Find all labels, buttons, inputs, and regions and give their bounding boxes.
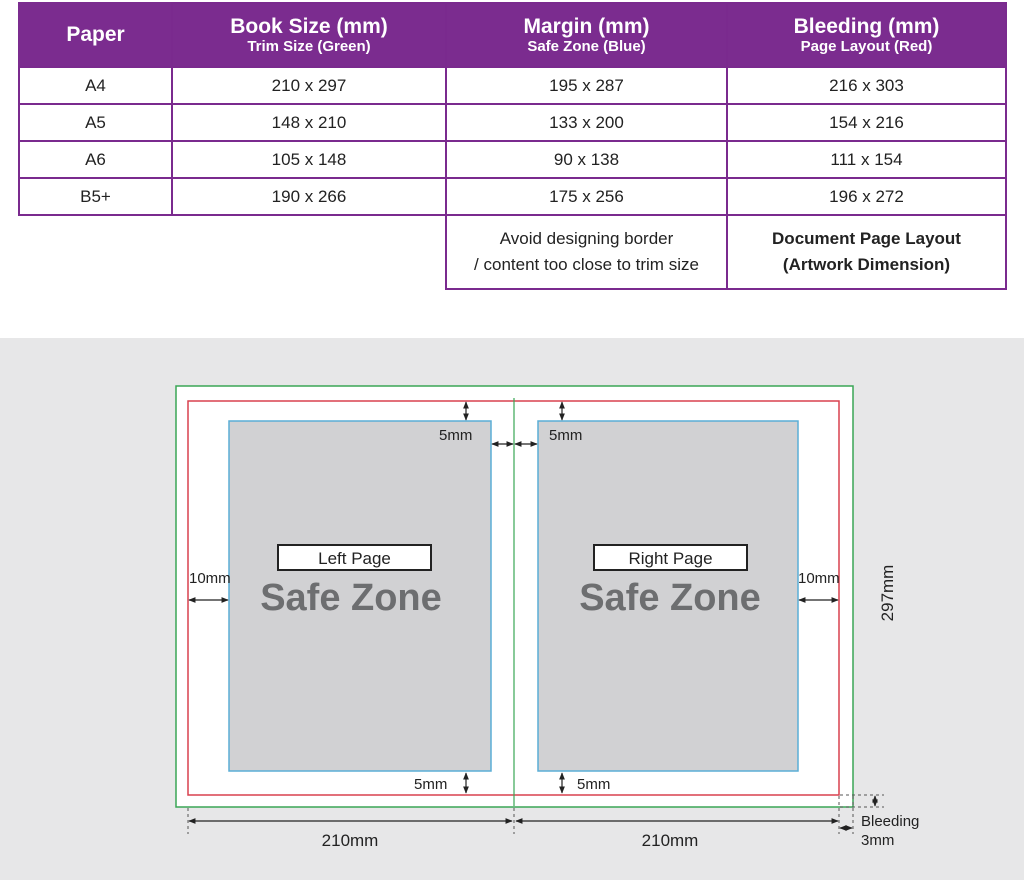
left-safe-zone-label: Safe Zone bbox=[260, 577, 442, 619]
width-left-label: 210mm bbox=[321, 831, 379, 850]
side-margin-left-label: 10mm bbox=[189, 570, 231, 587]
width-right-label: 210mm bbox=[641, 831, 699, 850]
height-label: 297mm bbox=[878, 564, 897, 622]
table-cell: A6 bbox=[19, 141, 172, 178]
table-cell: 196 x 272 bbox=[727, 178, 1006, 215]
top-margin-left-label: 5mm bbox=[439, 427, 473, 444]
table-cell: 133 x 200 bbox=[446, 104, 727, 141]
bottom-margin-right-label: 5mm bbox=[577, 776, 611, 793]
bleeding-note: Document Page Layout (Artwork Dimension) bbox=[727, 215, 1006, 289]
right-page-label: Right Page bbox=[628, 549, 713, 568]
table-cell: 195 x 287 bbox=[446, 67, 727, 104]
table-cell: 175 x 256 bbox=[446, 178, 727, 215]
table-cell: 210 x 297 bbox=[172, 67, 446, 104]
table-cell: 148 x 210 bbox=[172, 104, 446, 141]
bleeding-label: Bleeding bbox=[861, 813, 920, 830]
header-bleeding: Bleeding (mm) Page Layout (Red) bbox=[727, 3, 1006, 67]
margin-note: Avoid designing border / content too close to trim size bbox=[446, 215, 727, 289]
table-cell: B5+ bbox=[19, 178, 172, 215]
bottom-margin-left-label: 5mm bbox=[414, 776, 448, 793]
bleeding-value: 3mm bbox=[861, 832, 895, 849]
table-cell: 190 x 266 bbox=[172, 178, 446, 215]
right-safe-zone-label: Safe Zone bbox=[579, 577, 761, 619]
top-margin-right-label: 5mm bbox=[549, 427, 583, 444]
header-paper: Paper bbox=[19, 3, 172, 67]
header-book-size: Book Size (mm) Trim Size (Green) bbox=[172, 3, 446, 67]
table-cell: 105 x 148 bbox=[172, 141, 446, 178]
left-page-label: Left Page bbox=[318, 549, 391, 568]
table-cell: 111 x 154 bbox=[727, 141, 1006, 178]
table-cell: 154 x 216 bbox=[727, 104, 1006, 141]
table-cell: 216 x 303 bbox=[727, 67, 1006, 104]
table-cell: 90 x 138 bbox=[446, 141, 727, 178]
table-cell: A4 bbox=[19, 67, 172, 104]
header-margin: Margin (mm) Safe Zone (Blue) bbox=[446, 3, 727, 67]
table-cell: A5 bbox=[19, 104, 172, 141]
side-margin-right-label: 10mm bbox=[798, 570, 840, 587]
